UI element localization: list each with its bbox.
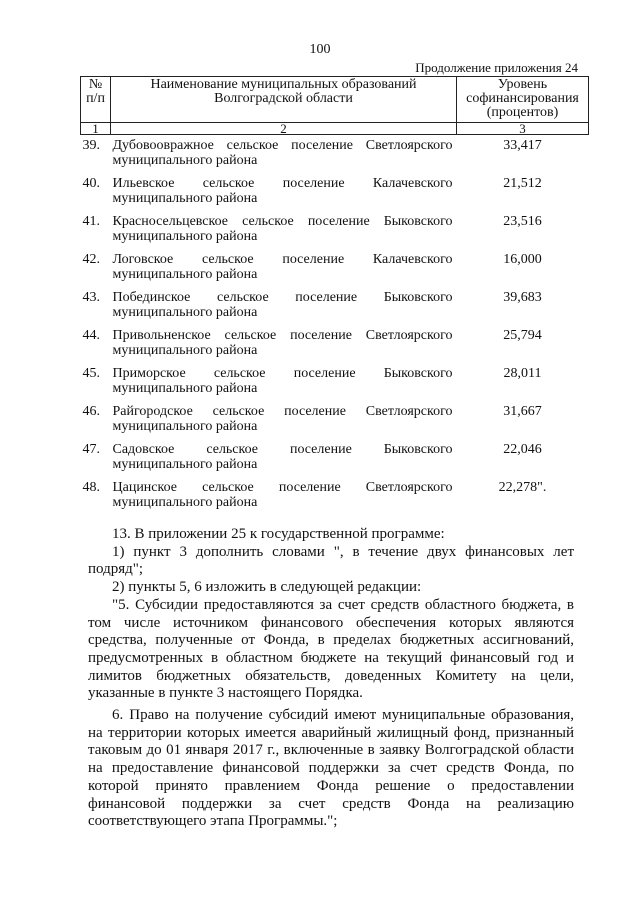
header-name: Наименование муниципальных образований Волгоградской области (111, 77, 457, 123)
row-cofinancing-level: 22,278". (498, 480, 547, 495)
paragraph-subitem-2: 2) пункты 5, 6 изложить в следующей редакции: (112, 579, 422, 596)
row-number: 41. (82, 214, 100, 229)
document-body (88, 526, 574, 831)
column-number-row (81, 123, 589, 135)
row-cofinancing-level: 21,512 (503, 176, 542, 191)
row-municipality-name: Красносельцевское сельское поселение Быковского муниципального района (112, 214, 453, 244)
header-no: № п/п (81, 77, 111, 123)
table-row (81, 135, 589, 172)
row-cofinancing-level: 33,417 (503, 138, 542, 153)
column-number-3: 3 (457, 123, 589, 135)
row-number: 46. (82, 404, 100, 419)
paragraph-subitem-1-continued: подряд"; (88, 561, 144, 578)
table-row (81, 437, 589, 475)
row-cofinancing-level: 31,667 (503, 404, 542, 419)
table-row (81, 285, 589, 323)
table-row (81, 475, 589, 513)
row-cofinancing-level: 25,794 (503, 328, 542, 343)
paragraph-subitem-1: 1) пункт 3 дополнить словами ", в течение двух финансовых лет (112, 543, 574, 560)
column-number-2: 2 (111, 123, 457, 135)
row-cofinancing-level: 22,046 (503, 442, 542, 457)
municipalities-table (80, 76, 588, 513)
row-municipality-name: Привольненское сельское поселение Светлоярского муниципального района (112, 328, 453, 358)
table-row (81, 399, 589, 437)
row-cofinancing-level: 28,011 (503, 366, 542, 381)
row-municipality-name: Логовское сельское поселение Калачевского муниципального района (112, 252, 453, 282)
row-cofinancing-level: 39,683 (503, 290, 542, 305)
row-municipality-name: Побединское сельское поселение Быковского муниципального района (112, 290, 453, 320)
table-row (81, 247, 589, 285)
paragraph-item-13: 13. В приложении 25 к государственной программе: (112, 526, 445, 542)
table-header-row (81, 77, 589, 123)
header-level: Уровень софинансирования (процентов) (457, 77, 589, 123)
row-municipality-name: Ильевское сельское поселение Калачевского муниципального района (112, 176, 453, 206)
row-number: 39. (82, 138, 100, 153)
paragraph-clause-5: "5. Субсидии предоставляются за счет средств областного бюджета, в том числе источником финансового обеспечения которых являются средства, полученные от Фонда, в пределах бюджетных ассигнований, предусмотренных в областном бюджете на текущий финансовый год и лимитов бюджетных обязательств, доведенных Комитету на цели, указанные в пункте 3 настоящего Порядка. (88, 596, 574, 702)
row-number: 40. (82, 176, 100, 191)
table-row (81, 361, 589, 399)
appendix-continuation-label: Продолжение приложения 24 (415, 60, 578, 75)
table-row (81, 171, 589, 209)
row-municipality-name: Райгородское сельское поселение Светлоярского муниципального района (112, 404, 453, 434)
column-number-1: 1 (81, 123, 111, 135)
row-number: 47. (82, 442, 100, 457)
row-municipality-name: Цацинское сельское поселение Светлоярского муниципального района (112, 480, 453, 510)
table-row (81, 209, 589, 247)
row-cofinancing-level: 16,000 (503, 252, 542, 267)
row-cofinancing-level: 23,516 (503, 214, 542, 229)
row-number: 45. (82, 366, 100, 381)
page-number: 100 (309, 42, 331, 57)
paragraph-clause-6: 6. Право на получение субсидий имеют муниципальные образования, на территории которых имеется аварийный жилищный фонд, признанный таковым до 01 января 2017 г., включенные в заявку Волгоградской области на предоставление финансовой поддержки за счет средств Фонда, по которой принято правлением Фонда решение о предоставлении финансовой поддержки за счет средств Фонда на реализацию соответствующего этапа Программы."; (88, 707, 574, 830)
row-number: 43. (82, 290, 100, 305)
row-municipality-name: Садовское сельское поселение Быковского муниципального района (112, 442, 453, 472)
row-municipality-name: Приморское сельское поселение Быковского муниципального района (112, 366, 453, 396)
row-number: 42. (82, 252, 100, 267)
row-municipality-name: Дубовоовражное сельское поселение Светлоярского муниципального района (112, 138, 453, 168)
table-row (81, 323, 589, 361)
row-number: 44. (82, 328, 100, 343)
row-number: 48. (82, 480, 100, 495)
